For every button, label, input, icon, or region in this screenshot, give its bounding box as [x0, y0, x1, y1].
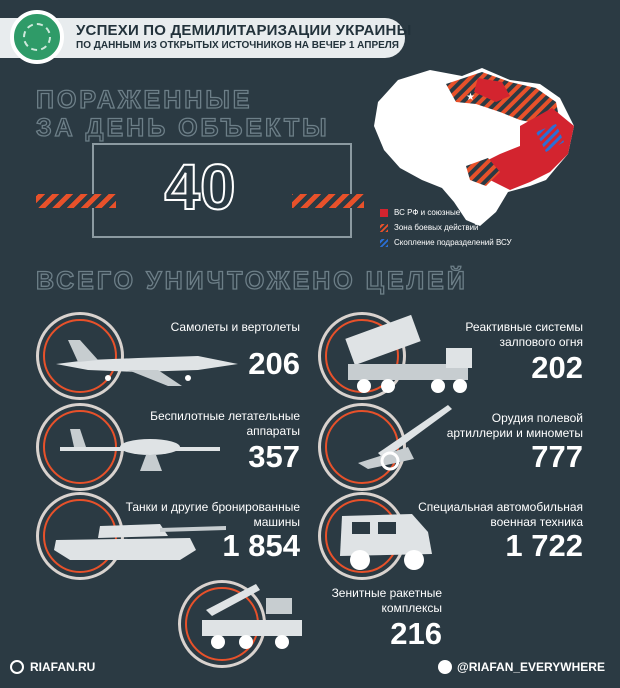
drone-value: 357 [248, 439, 300, 474]
stripe-decoration-right [292, 194, 364, 208]
artillery-label: Орудия полевой артиллерии и минометы [446, 411, 583, 440]
footer-site-link[interactable]: RIAFAN.RU [30, 660, 96, 674]
legend-label-rf: ВС РФ и союзные силы [394, 208, 482, 217]
tank-value: 1 854 [222, 528, 300, 563]
globe-icon [10, 660, 24, 674]
tank-label: Танки и другие бронированные машины [125, 500, 300, 529]
legend-label-afu: Скопление подразделений ВСУ [394, 238, 512, 247]
logo-icon [10, 10, 64, 64]
sam-label: Зенитные ракетные комплексы [331, 586, 442, 615]
stripe-decoration-left [36, 194, 116, 208]
armored-truck-label: Специальная автомобильная военная техника [418, 500, 583, 529]
legend-swatch-rf [380, 209, 388, 217]
telegram-icon [438, 660, 452, 674]
daily-title-line2: ЗА ДЕНЬ ОБЪЕКТЫ [36, 114, 330, 142]
daily-value: 40 [164, 151, 236, 223]
drone-label: Беспилотные летательные аппараты [150, 409, 300, 438]
legend-swatch-afu [380, 239, 388, 247]
svg-text:★: ★ [466, 92, 475, 103]
mlrs-value: 202 [531, 350, 583, 385]
armored-truck-value: 1 722 [505, 528, 583, 563]
aircraft-value: 206 [248, 346, 300, 381]
mlrs-label: Реактивные системы залпового огня [465, 320, 583, 349]
daily-title [36, 86, 330, 142]
page-title: УСПЕХИ ПО ДЕМИЛИТАРИЗАЦИИ УКРАИНЫ [76, 22, 412, 39]
page-subtitle: ПО ДАННЫМ ИЗ ОТКРЫТЫХ ИСТОЧНИКОВ НА ВЕЧЕР 1 АПРЕЛЯ [76, 40, 399, 51]
legend-label-combat: Зона боевых действий [394, 223, 479, 232]
artillery-value: 777 [531, 439, 583, 474]
sam-value: 216 [390, 616, 442, 651]
footer-telegram-link[interactable]: @RIAFAN_EVERYWHERE [457, 660, 605, 674]
totals-title: ВСЕГО УНИЧТОЖЕНО ЦЕЛЕЙ [36, 267, 468, 295]
legend-swatch-combat [380, 224, 388, 232]
aircraft-label: Самолеты и вертолеты [170, 320, 300, 334]
daily-title-line1: ПОРАЖЕННЫЕ [36, 86, 253, 114]
